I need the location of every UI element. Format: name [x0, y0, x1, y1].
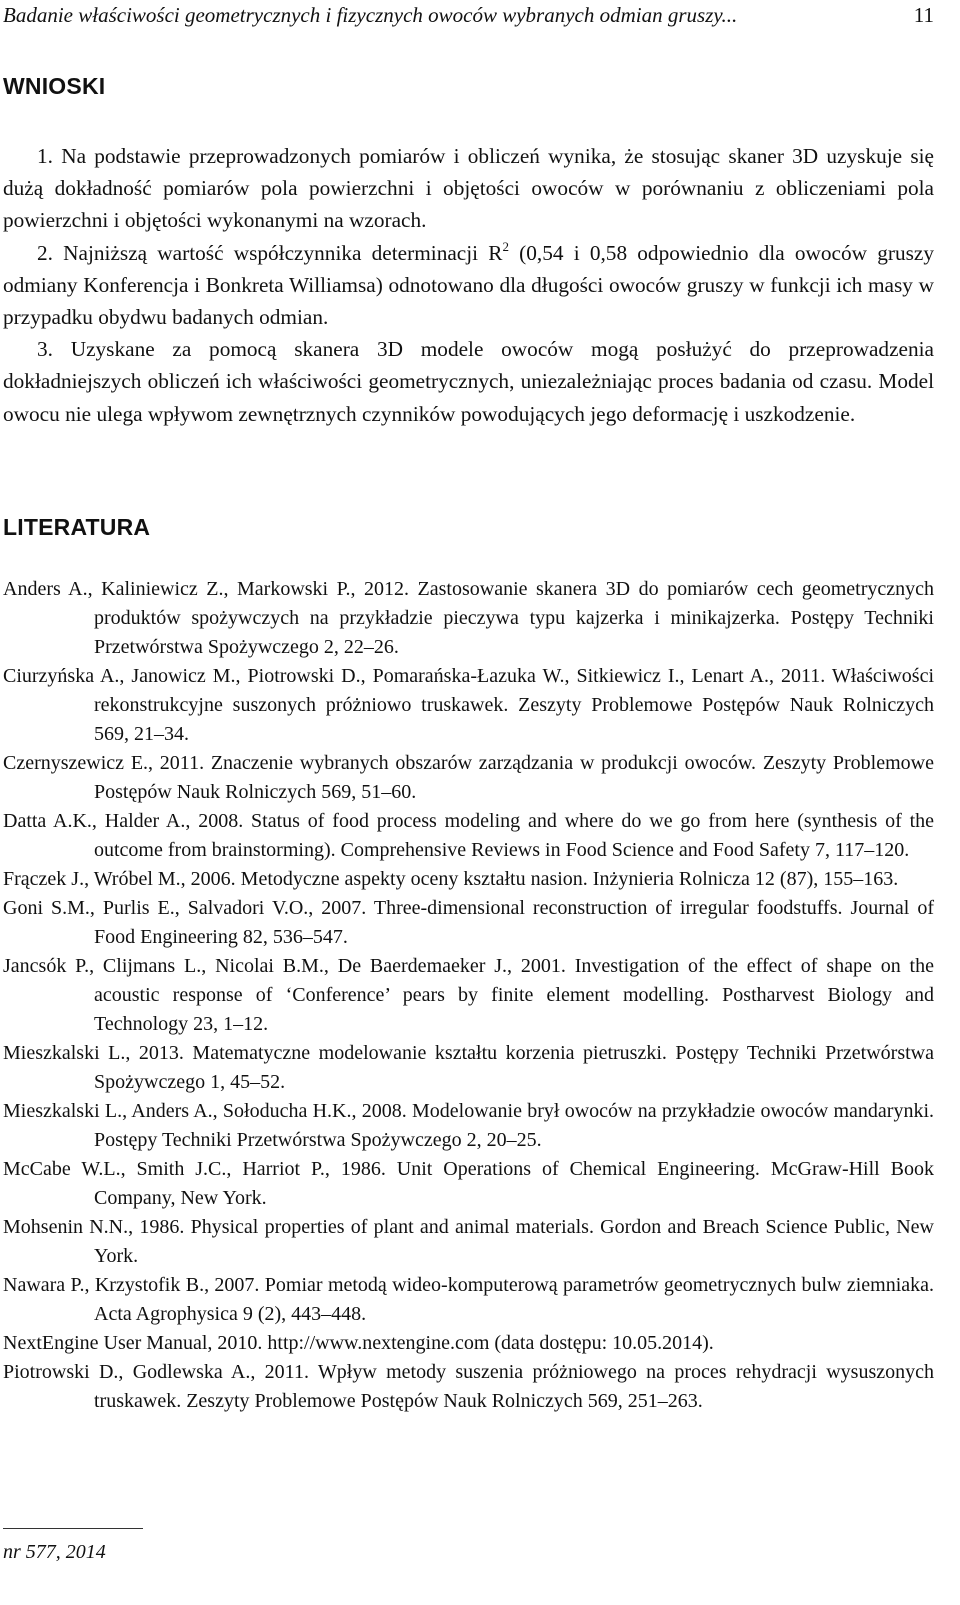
reference-item: Mieszkalski L., Anders A., Sołoducha H.K., 2008. Modelowanie brył owoców na przykładzie owoców mandarynki. Postępy Techniki Przetwórstwa Spożywczego 2, 20–25. [3, 1100, 934, 1151]
footer-issue: nr 577, 2014 [3, 1541, 106, 1563]
conclusions-section [3, 140, 934, 430]
reference-item: Ciurzyńska A., Janowicz M., Piotrowski D., Pomarańska-Łazuka W., Sitkiewicz I., Lenart A., 2011. Właściwości rekonstrukcyjne suszonych próżniowo truskawek. Zeszyty Problemowe Postępów Nauk Rolniczych 569, 21–34. [3, 665, 934, 745]
literature-heading: LITERATURA [3, 514, 151, 540]
running-header [3, 2, 934, 28]
conclusion-2 [3, 237, 934, 334]
conclusion-2-start: 2. Najniższą wartość współczynnika determinacji R [37, 240, 503, 265]
reference-item: Datta A.K., Halder A., 2008. Status of food process modeling and where do we go from here (synthesis of the outcome from brainstorming). Comprehensive Reviews in Food Science and Food Safety 7, 117–120. [3, 810, 934, 861]
reference-item: Czernyszewicz E., 2011. Znaczenie wybranych obszarów zarządzania w produkcji owoców. Zeszyty Problemowe Postępów Nauk Rolniczych 569, 51–60. [3, 752, 934, 803]
reference-item: Mieszkalski L., 2013. Matematyczne modelowanie kształtu korzenia pietruszki. Postępy Techniki Przetwórstwa Spożywczego 1, 45–52. [3, 1042, 934, 1093]
reference-item: Anders A., Kaliniewicz Z., Markowski P., 2012. Zastosowanie skanera 3D do pomiarów cech geometrycznych produktów spożywczych na przykładzie pieczywa typu kajzerka i minikajzerka. Postępy Techniki Przetwórstwa Spożywczego 2, 22–26. [3, 578, 934, 658]
page-number: 11 [913, 3, 934, 27]
superscript-2: 2 [502, 238, 509, 254]
footer-divider [3, 1528, 143, 1529]
reference-item: McCabe W.L., Smith J.C., Harriot P., 1986. Unit Operations of Chemical Engineering. McGraw-Hill Book Company, New York. [3, 1158, 934, 1209]
conclusion-2-end: (0,54 i 0,58 odpowiednio dla owoców gruszy odmiany Konferencja i Bonkreta Williamsa) odnotowano dla długości owoców gruszy w funkcji ich masy w przypadku obydwu badanych odmian. [3, 240, 934, 330]
reference-item: Piotrowski D., Godlewska A., 2011. Wpływ metody suszenia próżniowego na proces rehydracji wysuszonych truskawek. Zeszyty Problemowe Postępów Nauk Rolniczych 569, 251–263. [3, 1361, 934, 1412]
conclusions-heading: WNIOSKI [3, 73, 106, 99]
reference-list [3, 575, 934, 1416]
reference-item: NextEngine User Manual, 2010. http://www.nextengine.com (data dostępu: 10.05.2014). [3, 1332, 714, 1354]
conclusion-1: 1. Na podstawie przeprowadzonych pomiarów i obliczeń wynika, że stosując skaner 3D uzyskuje się dużą dokładność pomiarów pola powierzchni i objętości owoców w porównaniu z obliczeniami pola powierzchni i objętości wykonanymi na wzorach. [3, 144, 934, 233]
conclusion-3: 3. Uzyskane za pomocą skanera 3D modele owoców mogą posłużyć do przeprowadzenia dokładniejszych obliczeń ich właściwości geometrycznych, uniezależniając proces badania od czasu. Model owocu nie ulega wpływom zewnętrznych czynników powodujących jego deformację i uszkodzenie. [3, 337, 934, 426]
reference-item: Jancsók P., Clijmans L., Nicolai B.M., De Baerdemaeker J., 2001. Investigation of the effect of shape on the acoustic response of ‘Conference’ pears by finite element modelling. Postharvest Biology and Technology 23, 1–12. [3, 955, 934, 1035]
reference-item: Frączek J., Wróbel M., 2006. Metodyczne aspekty oceny kształtu nasion. Inżynieria Rolnicza 12 (87), 155–163. [3, 868, 899, 890]
reference-item: Mohsenin N.N., 1986. Physical properties of plant and animal materials. Gordon and Breach Science Public, New York. [3, 1216, 934, 1267]
reference-item: Nawara P., Krzystofik B., 2007. Pomiar metodą wideo-komputerową parametrów geometrycznych bulw ziemniaka. Acta Agrophysica 9 (2), 443–448. [3, 1274, 934, 1325]
running-title: Badanie właściwości geometrycznych i fizycznych owoców wybranych odmian gruszy... [3, 3, 738, 27]
reference-item: Goni S.M., Purlis E., Salvadori V.O., 2007. Three-dimensional reconstruction of irregular foodstuffs. Journal of Food Engineering 82, 536–547. [3, 897, 934, 948]
